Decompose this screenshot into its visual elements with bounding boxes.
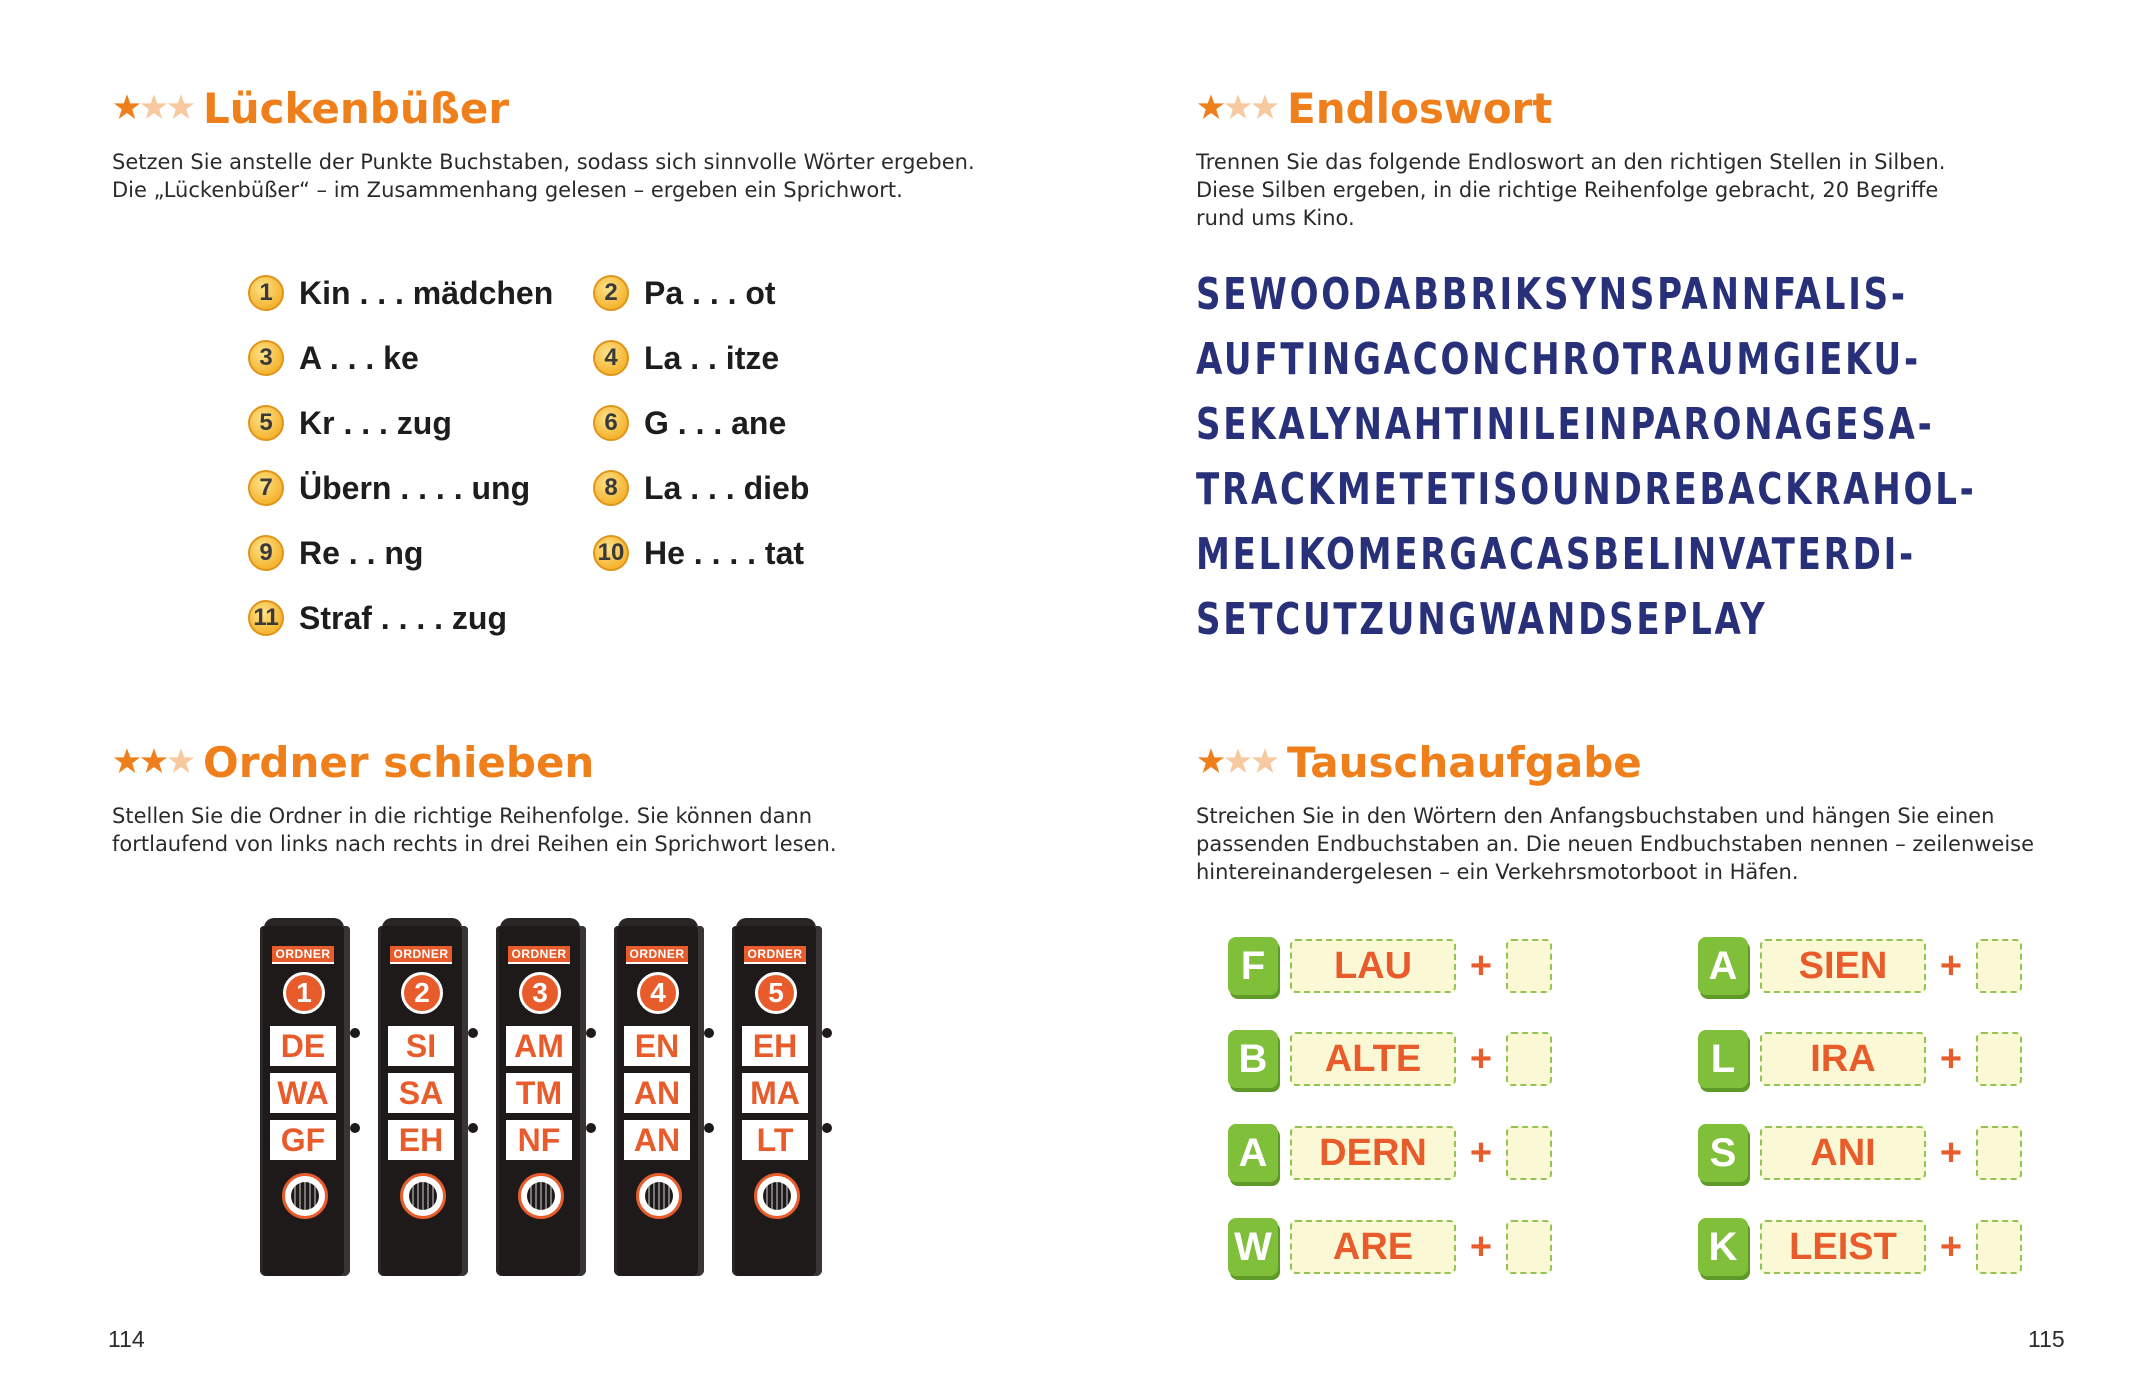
- section-tauschaufgabe: [1196, 732, 2096, 886]
- binder-number: 3: [519, 972, 561, 1014]
- difficulty-stars: [112, 93, 193, 123]
- start-letter-tile: A: [1228, 1124, 1278, 1182]
- number-badge: 6: [593, 405, 629, 441]
- endless-word-line: SETCUTZUNGWANDSEPLAY: [1196, 594, 1768, 645]
- binder-cell: AM: [506, 1026, 572, 1066]
- binder-label: ORDNER: [390, 946, 452, 964]
- gap-item: [248, 593, 507, 643]
- page-number-left: 114: [108, 1326, 145, 1352]
- binder-cell: AN: [624, 1073, 690, 1113]
- binder-cell: EH: [388, 1120, 454, 1160]
- gap-word: G . . . ane: [644, 404, 787, 441]
- gap-item: [593, 528, 804, 578]
- gap-word: La . . itze: [644, 339, 780, 376]
- section-title: Tauschaufgabe: [1287, 737, 1642, 787]
- binder-cell: WA: [270, 1073, 336, 1113]
- star-outline-icon: [1223, 747, 1253, 777]
- intro-line: Setzen Sie anstelle der Punkte Buchstaben, sodass sich sinnvolle Wörter ergeben.: [112, 150, 975, 174]
- star-outline-icon: [1250, 93, 1280, 123]
- swap-word-box: LEIST: [1760, 1220, 1926, 1274]
- binder: [372, 918, 470, 1278]
- star-filled-icon: [139, 747, 169, 777]
- endless-word-line: TRACKMETETISOUNDREBACKRAHOL-: [1196, 464, 1977, 515]
- endless-word-line: SEWOODABBRIKSYNSPANNFALIS-: [1196, 269, 1908, 320]
- start-letter-tile: F: [1228, 937, 1278, 995]
- title-row: [1196, 732, 2096, 792]
- plus-sign: +: [1939, 1225, 1963, 1268]
- intro-line: Streichen Sie in den Wörtern den Anfangsbuchstaben und hängen Sie einen: [1196, 804, 1995, 828]
- binder-knob: [586, 1028, 596, 1038]
- binder-cell: EH: [742, 1026, 808, 1066]
- section-endloswort: [1196, 78, 2096, 232]
- section-title: Endloswort: [1287, 83, 1553, 133]
- answer-blank[interactable]: [1976, 1032, 2022, 1086]
- answer-blank[interactable]: [1976, 939, 2022, 993]
- gap-word: A . . . ke: [299, 339, 419, 376]
- intro-line: passenden Endbuchstaben an. Die neuen Endbuchstaben nennen – zeilenweise: [1196, 832, 2035, 856]
- gap-item: [248, 463, 530, 513]
- intro-line: rund ums Kino.: [1196, 206, 1355, 230]
- plus-sign: +: [1939, 944, 1963, 987]
- start-letter-tile: L: [1698, 1030, 1748, 1088]
- difficulty-stars: [1196, 93, 1277, 123]
- binder-number: 1: [283, 972, 325, 1014]
- intro-line: Stellen Sie die Ordner in die richtige Reihenfolge. Sie können dann: [112, 804, 813, 828]
- swap-word-box: ALTE: [1290, 1032, 1456, 1086]
- binder-cell: TM: [506, 1073, 572, 1113]
- binder: [254, 918, 352, 1278]
- binder-label: ORDNER: [626, 946, 688, 964]
- endless-word-line: MELIKOMERGACASBELINVATERDI-: [1196, 529, 1916, 580]
- binder-knob: [822, 1028, 832, 1038]
- plus-sign: +: [1939, 1037, 1963, 1080]
- intro-line: hintereinandergelesen – ein Verkehrsmotorboot in Häfen.: [1196, 860, 1799, 884]
- binder-cell: NF: [506, 1120, 572, 1160]
- gap-item: [593, 463, 809, 513]
- swap-row: [1228, 934, 1552, 998]
- swap-row: [1698, 1027, 2022, 1091]
- answer-blank[interactable]: [1506, 1126, 1552, 1180]
- binder-number: 2: [401, 972, 443, 1014]
- gap-word: Übern . . . . ung: [299, 469, 531, 506]
- number-badge: 3: [248, 340, 284, 376]
- number-badge: 1: [248, 275, 284, 311]
- swap-row: [1698, 1121, 2022, 1185]
- binder-knob: [350, 1028, 360, 1038]
- section-lueckenbuesser: [112, 78, 1012, 204]
- swap-word-box: IRA: [1760, 1032, 1926, 1086]
- start-letter-tile: S: [1698, 1124, 1748, 1182]
- swap-row: [1698, 1215, 2022, 1279]
- answer-blank[interactable]: [1976, 1220, 2022, 1274]
- gap-item: [248, 268, 553, 318]
- page-number-right: 115: [2028, 1326, 2065, 1352]
- star-filled-icon: [112, 93, 142, 123]
- number-badge: 10: [593, 535, 629, 571]
- swap-row: [1228, 1027, 1552, 1091]
- swap-word-box: SIEN: [1760, 939, 1926, 993]
- binder: [608, 918, 706, 1278]
- endless-word-line: SEKALYNAHTINILEINPARONAGESA-: [1196, 399, 1935, 450]
- plus-sign: +: [1469, 944, 1493, 987]
- binder-cell: DE: [270, 1026, 336, 1066]
- answer-blank[interactable]: [1976, 1126, 2022, 1180]
- binder-cell: AN: [624, 1120, 690, 1160]
- difficulty-stars: [1196, 747, 1277, 777]
- binder-knob: [468, 1123, 478, 1133]
- difficulty-stars: [112, 747, 193, 777]
- swap-word-box: ANI: [1760, 1126, 1926, 1180]
- answer-blank[interactable]: [1506, 1220, 1552, 1274]
- endless-word-block: [1196, 262, 2104, 652]
- gap-item: [248, 528, 423, 578]
- gap-word: La . . . dieb: [644, 469, 810, 506]
- intro-line: Trennen Sie das folgende Endloswort an den richtigen Stellen in Silben.: [1196, 150, 1946, 174]
- plus-sign: +: [1469, 1131, 1493, 1174]
- section-intro: [112, 802, 1012, 858]
- section-intro: [112, 148, 1012, 204]
- plus-sign: +: [1469, 1037, 1493, 1080]
- binder-knob: [468, 1028, 478, 1038]
- endless-word-line: AUFTINGACONCHROTRAUMGIEKU-: [1196, 334, 1921, 385]
- binder-number: 4: [637, 972, 679, 1014]
- gap-word: Kin . . . mädchen: [299, 274, 554, 311]
- binder-cell: SI: [388, 1026, 454, 1066]
- answer-blank[interactable]: [1506, 939, 1552, 993]
- gap-word: Straf . . . . zug: [299, 599, 508, 636]
- plus-sign: +: [1469, 1225, 1493, 1268]
- plus-sign: +: [1939, 1131, 1963, 1174]
- swap-word-box: ARE: [1290, 1220, 1456, 1274]
- star-filled-icon: [1196, 93, 1226, 123]
- star-outline-icon: [166, 93, 196, 123]
- star-outline-icon: [1250, 747, 1280, 777]
- number-badge: 4: [593, 340, 629, 376]
- star-outline-icon: [1223, 93, 1253, 123]
- section-title: Ordner schieben: [203, 737, 595, 787]
- binder: [490, 918, 588, 1278]
- binder-ring-hole-icon: [754, 1173, 800, 1219]
- intro-line: Diese Silben ergeben, in die richtige Reihenfolge gebracht, 20 Begriffe: [1196, 178, 1939, 202]
- swap-row: [1228, 1215, 1552, 1279]
- gap-item: [593, 268, 776, 318]
- binder-knob: [586, 1123, 596, 1133]
- number-badge: 5: [248, 405, 284, 441]
- start-letter-tile: K: [1698, 1218, 1748, 1276]
- binder-label: ORDNER: [508, 946, 570, 964]
- number-badge: 11: [248, 600, 284, 636]
- title-row: [112, 78, 1012, 138]
- star-filled-icon: [112, 747, 142, 777]
- number-badge: 9: [248, 535, 284, 571]
- number-badge: 2: [593, 275, 629, 311]
- star-filled-icon: [1196, 747, 1226, 777]
- section-intro: [1196, 148, 2096, 232]
- title-row: [1196, 78, 2096, 138]
- binder-knob: [822, 1123, 832, 1133]
- swap-word-box: DERN: [1290, 1126, 1456, 1180]
- gap-word: Re . . ng: [299, 534, 424, 571]
- binder-cell: LT: [742, 1120, 808, 1160]
- swap-row: [1698, 934, 2022, 998]
- start-letter-tile: A: [1698, 937, 1748, 995]
- section-ordner-schieben: [112, 732, 1012, 858]
- star-outline-icon: [139, 93, 169, 123]
- binder-label: ORDNER: [272, 946, 334, 964]
- gap-item: [248, 398, 452, 448]
- intro-line: Die „Lückenbüßer“ – im Zusammenhang gelesen – ergeben ein Sprichwort.: [112, 178, 903, 202]
- swap-word-box: LAU: [1290, 939, 1456, 993]
- gap-word: Pa . . . ot: [644, 274, 776, 311]
- binder-row: [254, 918, 844, 1278]
- binder-ring-hole-icon: [636, 1173, 682, 1219]
- binder-cell: MA: [742, 1073, 808, 1113]
- binder-knob: [704, 1028, 714, 1038]
- gap-word: Kr . . . zug: [299, 404, 452, 441]
- start-letter-tile: B: [1228, 1030, 1278, 1088]
- number-badge: 8: [593, 470, 629, 506]
- star-outline-icon: [166, 747, 196, 777]
- section-title: Lückenbüßer: [203, 83, 510, 133]
- section-intro: [1196, 802, 2096, 886]
- binder-number: 5: [755, 972, 797, 1014]
- answer-blank[interactable]: [1506, 1032, 1552, 1086]
- binder-cell: GF: [270, 1120, 336, 1160]
- start-letter-tile: W: [1228, 1218, 1278, 1276]
- intro-line: fortlaufend von links nach rechts in drei Reihen ein Sprichwort lesen.: [112, 832, 837, 856]
- gap-item: [248, 333, 419, 383]
- gap-item: [593, 398, 786, 448]
- binder-ring-hole-icon: [282, 1173, 328, 1219]
- binder-knob: [704, 1123, 714, 1133]
- gap-word: He . . . . tat: [644, 534, 805, 571]
- binder-ring-hole-icon: [400, 1173, 446, 1219]
- binder-knob: [350, 1123, 360, 1133]
- title-row: [112, 732, 1012, 792]
- number-badge: 7: [248, 470, 284, 506]
- binder: [726, 918, 824, 1278]
- gap-item: [593, 333, 779, 383]
- swap-row: [1228, 1121, 1552, 1185]
- binder-cell: SA: [388, 1073, 454, 1113]
- binder-cell: EN: [624, 1026, 690, 1066]
- binder-label: ORDNER: [744, 946, 806, 964]
- binder-ring-hole-icon: [518, 1173, 564, 1219]
